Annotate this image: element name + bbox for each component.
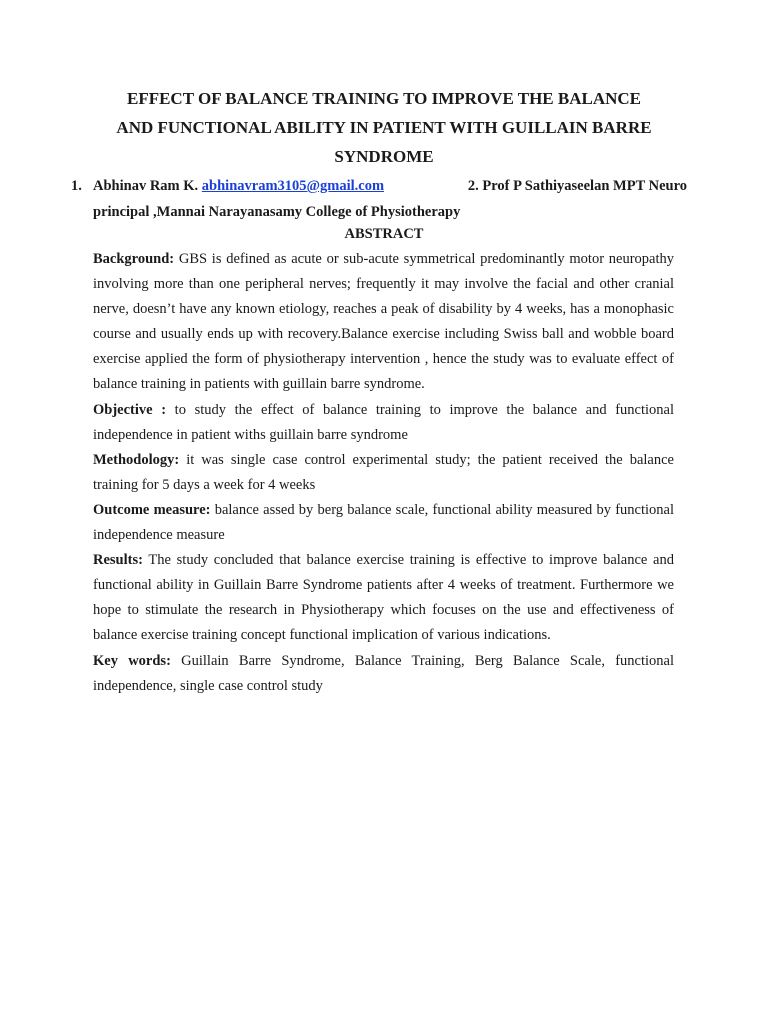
keywords-paragraph (93, 649, 674, 699)
methodology-text: it was single case control experimental study; the patient received the balance training for 5 days a week for 4 weeks (93, 451, 674, 493)
results-paragraph (93, 548, 674, 648)
methodology-label: Methodology: (93, 451, 180, 468)
affiliation: principal ,Mannai Narayanasamy College of Physiotherapy (93, 204, 461, 220)
outcome-text: balance assed by berg balance scale, functional ability measured by functional independence measure (93, 501, 674, 544)
paper-title-line-1: EFFECT OF BALANCE TRAINING TO IMPROVE THE BALANCE (126, 89, 642, 108)
keywords-label: Key words: (93, 652, 171, 669)
paper-title-line-3: SYNDROME (334, 147, 434, 166)
author-2: 2. Prof P Sathiyaseelan MPT Neuro (467, 178, 687, 194)
background-text: GBS is defined as acute or sub-acute symmetrical predominantly motor neuropathy involving more than one peripheral nerves; frequently it may involve the facial and other cranial nerve, doesn’t have any known etiology, reaches a peak of disability by 4 weeks, has a monophasic course and usually ends up with recovery.Balance exercise including Swiss ball and wobble board exercise applied the form of physiotherapy intervention , hence the study was to evaluate effect of balance training in patients with guillain barre syndrome. (93, 251, 674, 393)
objective-text: to study the effect of balance training to improve the balance and functional independence in patient withs guillain barre syndrome (93, 401, 675, 443)
results-label: Results: (93, 552, 143, 569)
abstract-body (93, 247, 674, 699)
author-block (71, 173, 687, 225)
keywords-text: Guillain Barre Syndrome, Balance Training, Berg Balance Scale, functional independence, single case control study (93, 652, 674, 694)
author-1-number: 1. (71, 178, 82, 194)
objective-paragraph (93, 398, 674, 448)
paper-title-line-2: AND FUNCTIONAL ABILITY IN PATIENT WITH GUILLAIN BARRE (116, 118, 652, 137)
paper-title (60, 84, 708, 171)
author-1 (71, 173, 384, 199)
outcome-paragraph (93, 498, 674, 548)
author-1-name: Abhinav Ram K. (93, 178, 199, 194)
methodology-paragraph (93, 448, 674, 498)
abstract-heading: ABSTRACT (344, 226, 424, 242)
background-paragraph (93, 247, 674, 398)
outcome-label: Outcome measure: (93, 501, 211, 518)
background-label: Background: (93, 251, 175, 267)
results-text: The study concluded that balance exercise training is effective to improve balance and functional ability in Guillain Barre Syndrome patients after 4 weeks of treatment. Furthermore we hope to stimulate the research in Physiotherapy which focuses on the use and effectiveness of balance exercise training concept functional implication of various indications. (93, 552, 674, 644)
author-1-email-link[interactable]: abhinavram3105@gmail.com (201, 178, 385, 194)
author-line (71, 173, 687, 199)
objective-label: Objective : (93, 401, 167, 418)
